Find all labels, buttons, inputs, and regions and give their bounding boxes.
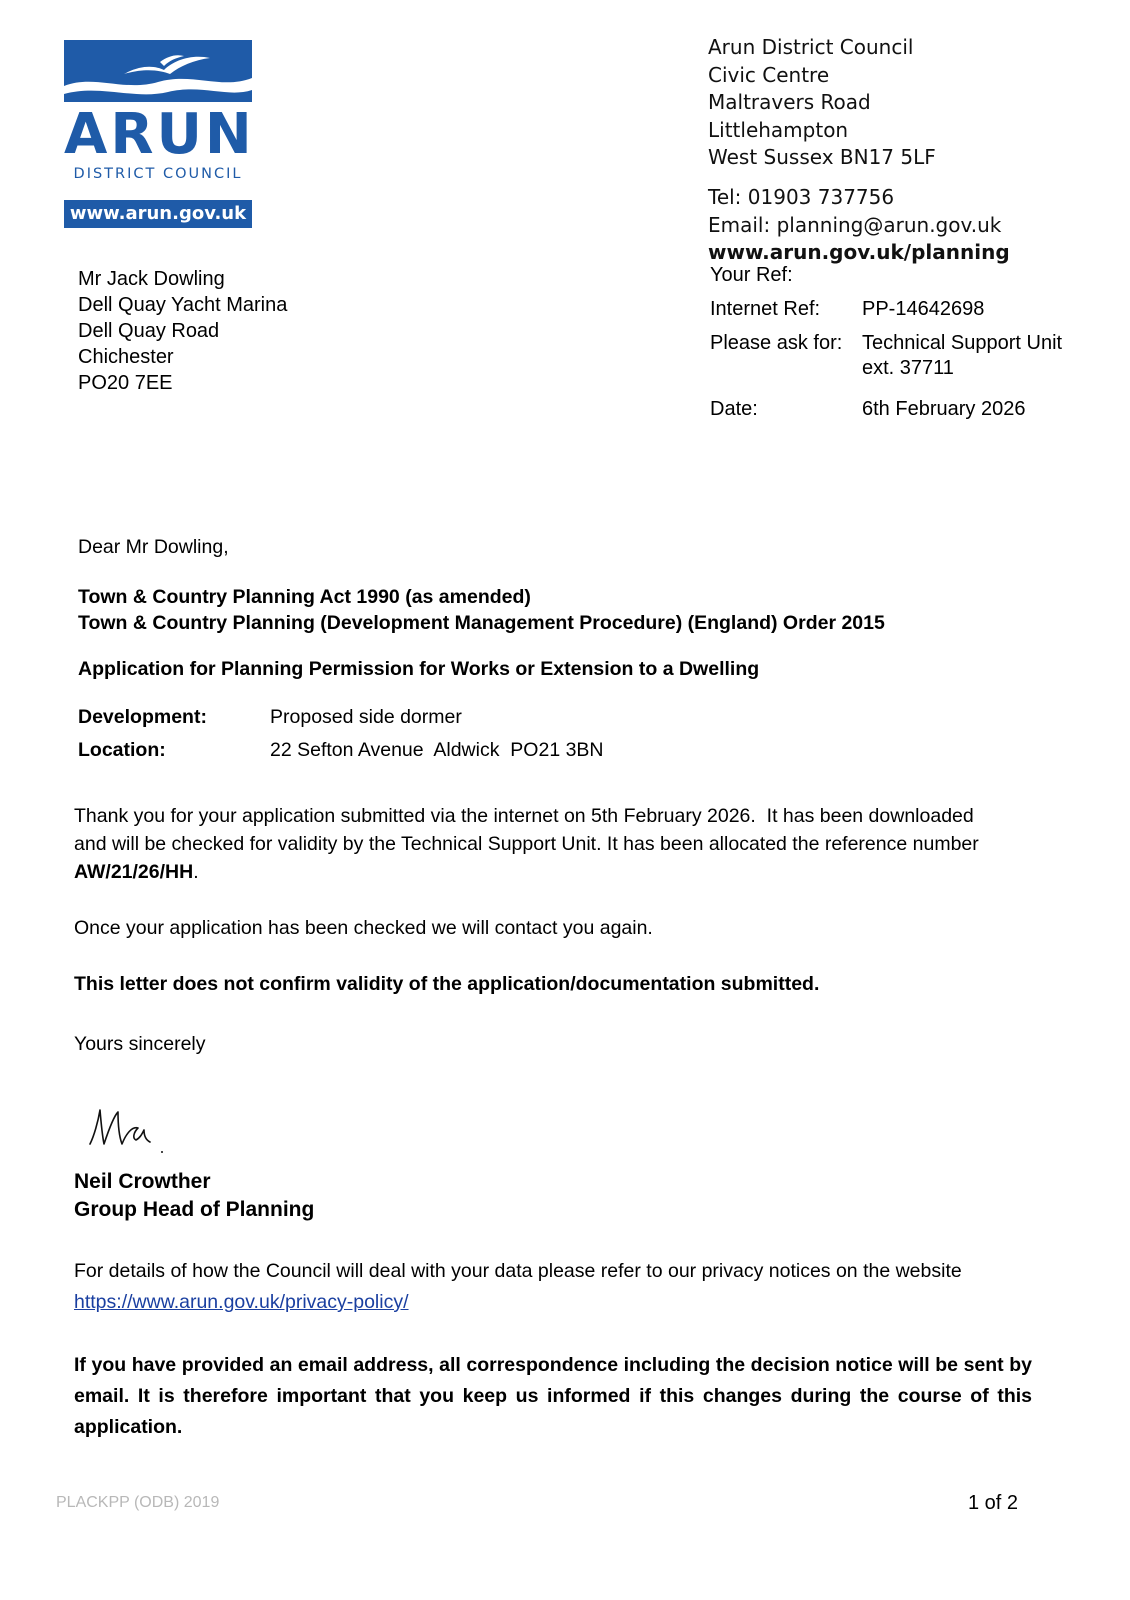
council-address-line: West Sussex BN17 5LF [708,145,936,169]
reference-line: AW/21/26/HH. [74,861,199,883]
council-logo [64,40,255,230]
act-line-2: Town & Country Planning (Development Management Procedure) (England) Order 2015 [78,612,885,634]
reference-block [710,264,1110,434]
recipient-line: PO20 7EE [78,372,173,394]
council-contact [708,184,1010,267]
recipient-address [78,266,287,396]
closing: Yours sincerely [74,1033,206,1055]
para1-line-1: Thank you for your application submitted via the internet on 5th February 2026. It has been downloaded [74,805,974,827]
para1-line-2: and will be checked for validity by the Technical Support Unit. It has been allocated the reference number [74,833,979,855]
email-notice-line-2: email. It is therefore important that you keep us informed if this changes during the course of this [74,1385,1032,1407]
signatory-block [74,1168,314,1224]
email-notice [74,1350,1032,1443]
internet-ref-label: Internet Ref: [710,298,821,320]
council-address-line: Civic Centre [708,62,830,87]
recipient-line: Dell Quay Road [78,320,220,342]
signatory-title: Group Head of Planning [74,1198,315,1221]
internet-ref-value: PP-14642698 [862,298,985,320]
logo-web-text: www.arun.gov.uk [69,203,247,224]
salutation: Dear Mr Dowling, [78,536,229,558]
date-label: Date: [710,398,758,420]
signatory-name: Neil Crowther [74,1170,211,1193]
validity-notice: This letter does not confirm validity of the application/documentation submitted. [74,973,820,995]
development-value: Proposed side dormer [270,706,462,728]
development-label: Development: [78,706,207,728]
council-tel: Tel: 01903 737756 [708,185,895,209]
privacy-policy-link[interactable]: https://www.arun.gov.uk/privacy-policy/ [74,1291,409,1313]
your-ref-label: Your Ref: [710,264,793,286]
act-line-1: Town & Country Planning Act 1990 (as amended) [78,586,531,608]
recipient-line: Mr Jack Dowling [78,268,225,290]
logo-web-banner [64,200,252,228]
location-row [78,739,604,762]
application-type: Application for Planning Permission for Works or Extension to a Dwelling [78,658,760,680]
seagull-waves-icon [64,40,252,102]
logo-wordmark: ARUN [64,102,255,167]
follow-up-paragraph: Once your application has been checked we will contact you again. [74,917,653,939]
development-row [78,706,462,729]
email-notice-line-1: If you have provided an email address, all correspondence including the decision notice will be sent by [74,1354,1032,1376]
signature-image [86,1100,176,1160]
location-value: 22 Sefton Avenue Aldwick PO21 3BN [270,739,604,761]
ask-for-ext: ext. 37711 [862,357,954,379]
council-address-line: Littlehampton [708,117,849,142]
privacy-paragraph [74,1257,1074,1316]
council-address [708,34,936,172]
recipient-line: Dell Quay Yacht Marina [78,294,288,316]
council-address-line: Maltravers Road [708,90,871,114]
page-number: 1 of 2 [968,1492,1019,1514]
privacy-text: For details of how the Council will deal with your data please refer to our privacy notices on the website [74,1260,962,1282]
acknowledgement-paragraph [74,802,1064,886]
reference-number: AW/21/26/HH [74,861,194,883]
date-value: 6th February 2026 [862,398,1026,420]
email-notice-line-3: application. [74,1416,183,1438]
ask-for-value: Technical Support Unit [862,332,1063,354]
location-label: Location: [78,739,166,761]
council-website[interactable]: www.arun.gov.uk/planning [708,240,1010,264]
form-code: PLACKPP (ODB) 2019 [56,1494,220,1511]
ask-for-label: Please ask for: [710,332,843,354]
council-address-line: Arun District Council [708,35,914,59]
council-email: Email: planning@arun.gov.uk [708,212,1002,237]
act-heading [78,584,885,636]
recipient-line: Chichester [78,346,174,368]
logo-subtitle: DISTRICT COUNCIL [73,166,243,182]
